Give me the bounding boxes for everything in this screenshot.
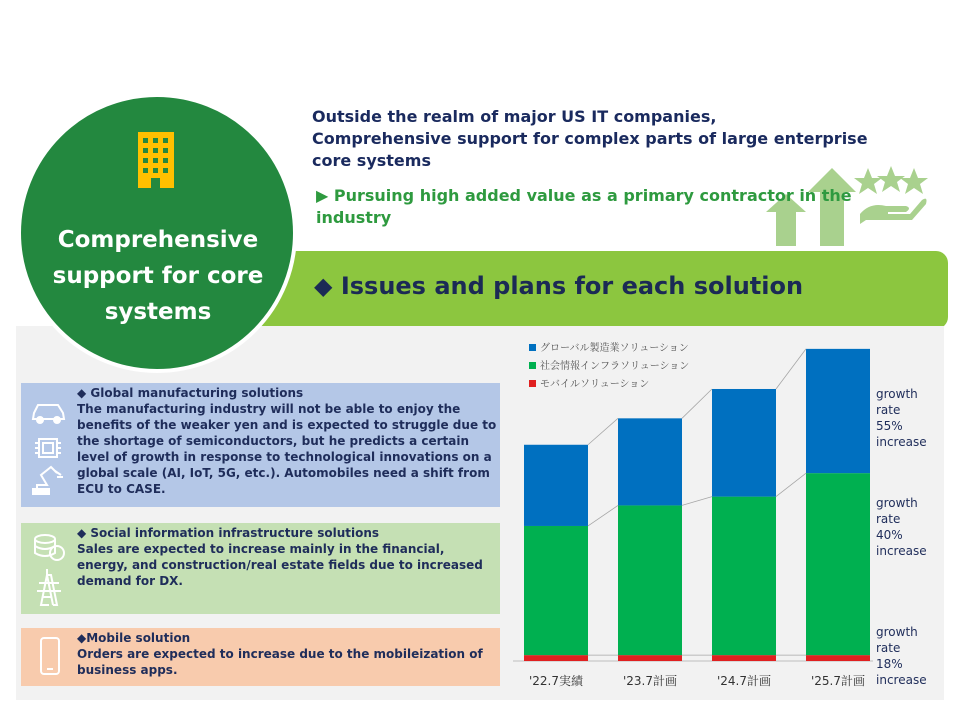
bar-segment: [618, 418, 682, 505]
bar-connector-line: [682, 497, 712, 506]
bar-segment: [524, 655, 588, 661]
growth-annotation: 18%: [876, 657, 903, 671]
headline-line-2: Comprehensive support for complex parts of large enterprise: [312, 129, 868, 148]
growth-annotation: growth: [876, 625, 918, 639]
section-title: ◆ Issues and plans for each solution: [314, 272, 804, 300]
coins-icon: [35, 535, 55, 543]
growth-annotation: rate: [876, 512, 901, 526]
solution-title: ◆ Global manufacturing solutions: [77, 386, 304, 400]
growth-annotation: 55%: [876, 419, 903, 433]
solution-social-infrastructure: [21, 523, 500, 614]
solution-global-manufacturing: [21, 383, 500, 507]
bar-segment: [618, 505, 682, 655]
solution-title: ◆Mobile solution: [77, 631, 191, 645]
smartphone-icon: [39, 636, 61, 678]
growth-annotation: increase: [876, 673, 927, 687]
headline: [312, 106, 942, 172]
bar-connector-line: [776, 349, 806, 389]
growth-annotation: 40%: [876, 528, 903, 542]
solution-body: The manufacturing industry will not be able to enjoy the benefits of the weaker yen and is expected to struggle due to the shortage of semiconductors, but he predicts a certain level of growth in response to technological innovations on a global scale (AI, IoT, 5G, etc.). Automobiles need a shift from ECU to CASE.: [77, 402, 497, 496]
bar-segment: [524, 445, 588, 526]
legend-label: モバイルソリューション: [540, 379, 650, 390]
growth-annotation: growth: [876, 387, 918, 401]
solution-body: Sales are expected to increase mainly in the financial, energy, and construction/real estate fields due to increased demand for DX.: [77, 542, 483, 588]
growth-annotation: rate: [876, 403, 901, 417]
infrastructure-icons: [31, 533, 67, 607]
growth-annotation: rate: [876, 641, 901, 655]
legend-swatch: [529, 362, 536, 369]
solution-mobile: [21, 628, 500, 686]
topic-title-line-3: systems: [104, 299, 212, 325]
bar-connector-line: [588, 505, 618, 526]
solution-body: Orders are expected to increase due to the mobileization of business apps.: [77, 647, 483, 677]
bar-segment: [524, 526, 588, 655]
legend-swatch: [529, 380, 536, 387]
growth-annotation: increase: [876, 435, 927, 449]
topic-title: [30, 222, 286, 330]
bar-segment: [712, 389, 776, 497]
subheadline: ▶ Pursuing high added value as a primary contractor in the industry: [316, 186, 852, 227]
bar-segment: [806, 473, 870, 655]
bar-segment: [806, 655, 870, 661]
topic-title-line-2: support for core: [52, 263, 264, 289]
growth-annotation: growth: [876, 496, 918, 510]
growth-annotation: increase: [876, 544, 927, 558]
bar-segment: [712, 655, 776, 661]
sales-stacked-bar-chart: [505, 330, 945, 700]
x-tick-label: '25.7計画: [810, 674, 866, 688]
legend-label: 社会情報インフラソリューション: [540, 361, 690, 372]
bar-segment: [618, 655, 682, 661]
solution-title: ◆ Social information infrastructure solutions: [77, 526, 380, 540]
chip-icon: [39, 439, 57, 457]
topic-title-line-1: Comprehensive: [57, 227, 259, 253]
legend-swatch: [529, 344, 536, 351]
headline-line-1: Outside the realm of major US IT companies,: [312, 107, 717, 126]
x-tick-label: '24.7計画: [716, 674, 772, 688]
manufacturing-icons: [31, 395, 67, 495]
bar-connector-line: [682, 389, 712, 418]
x-tick-label: '23.7計画: [622, 674, 678, 688]
x-tick-label: '22.7実績: [528, 674, 584, 688]
bar-connector-line: [776, 473, 806, 496]
bar-connector-line: [588, 418, 618, 444]
legend-label: グローバル製造業ソリューション: [540, 343, 689, 354]
headline-line-3: core systems: [312, 151, 431, 170]
bar-segment: [712, 497, 776, 656]
bar-segment: [806, 349, 870, 473]
building-icon: [136, 130, 176, 190]
